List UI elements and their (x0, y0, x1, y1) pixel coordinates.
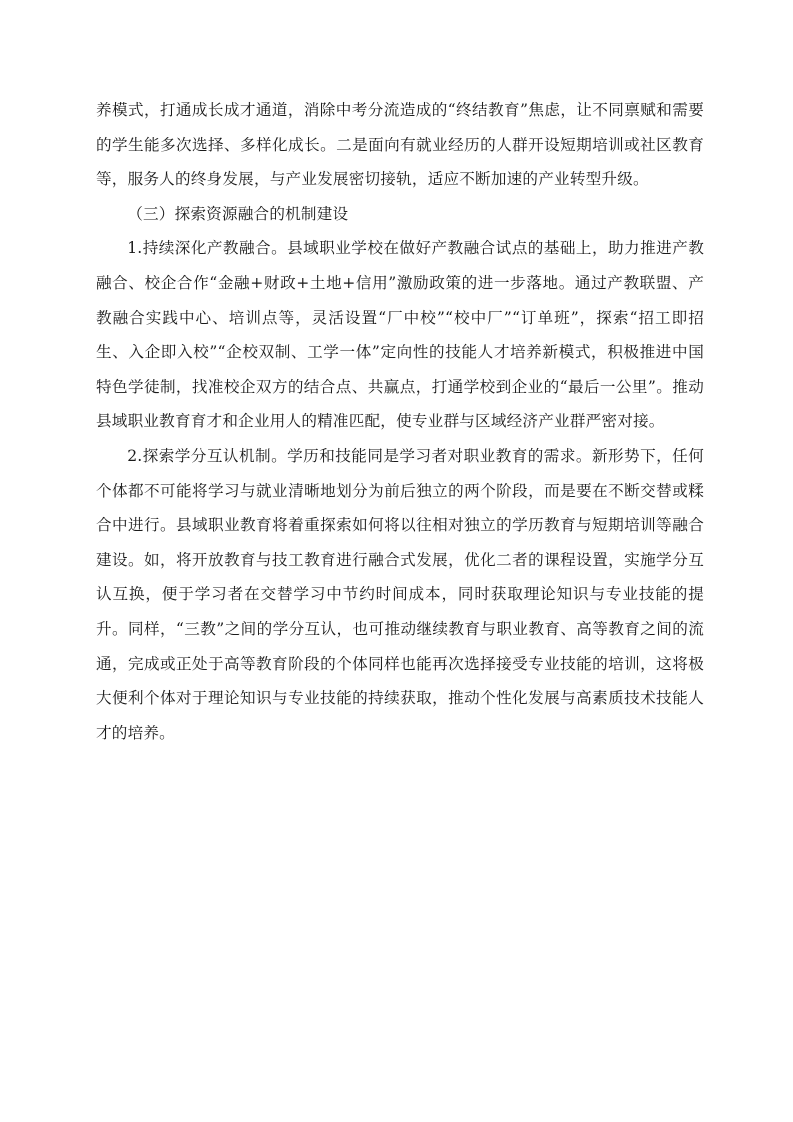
section-heading: （三）探索资源融合的机制建设 (127, 204, 349, 223)
paragraph-continuation: 养模式，打通成长成才通道，消除中考分流造成的“终结教育”焦虑，让不同禀赋和需要的学生能多次选择、多样化成长。二是面向有就业经历的人群开设短期培训或社区教育等，服务人的终身发展，与产业发展密切接轨，适应不断加速的产业转型升级。 (96, 101, 704, 189)
paragraph-credit-recognition: 2.探索学分互认机制。学历和技能同是学习者对职业教育的需求。新形势下，任何个体都不可能将学习与就业清晰地划分为前后独立的两个阶段，而是要在不断交替或糅合中进行。县域职业教育将着重探索如何将以往相对独立的学历教育与短期培训等融合建设。如，将开放教育与技工教育进行融合式发展，优化二者的课程设置，实施学分互认互换，便于学习者在交替学习中节约时间成本，同时获取理论知识与专业技能的提升。同样，“三教”之间的学分互认，也可推动继续教育与职业教育、高等教育之间的流通，完成或正处于高等教育阶段的个体同样也能再次选择接受专业技能的培训，这将极大便利个体对于理论知识与专业技能的持续获取，推动个性化发展与高素质技术技能人才的培养。 (96, 446, 704, 742)
paragraph-industry-education-integration: 1.持续深化产教融合。县域职业学校在做好产教融合试点的基础上，助力推进产教融合、校企合作“金融+财政+土地+信用”激励政策的进一步落地。通过产教联盟、产教融合实践中心、培训点等，灵活设置“厂中校”“校中厂”“订单班”，探索“招工即招生、入企即入校”“企校双制、工学一体”定向性的技能人才培养新模式，积极推进中国特色学徒制，找准校企双方的结合点、共赢点，打通学校到企业的“最后一公里”。推动县域职业教育育才和企业用人的精准匹配，使专业群与区域经济产业群严密对接。 (96, 239, 704, 431)
document-body (96, 93, 704, 750)
